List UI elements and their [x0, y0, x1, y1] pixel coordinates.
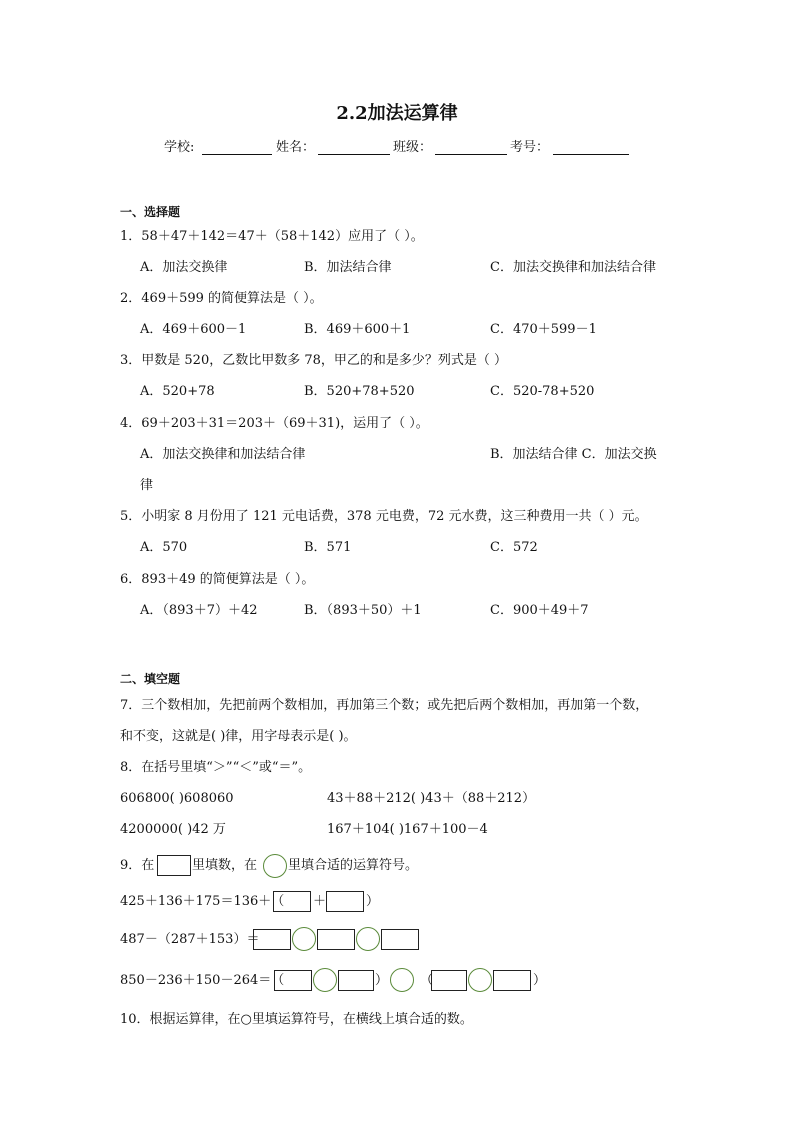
question-2-option-a[interactable]: A．469＋600－1	[140, 322, 247, 337]
school-label: 学校:	[164, 140, 195, 155]
close-paren: ）	[533, 973, 547, 988]
sample-operator-circle	[263, 854, 287, 878]
operator-circle[interactable]	[468, 968, 492, 992]
school-blank[interactable]	[202, 141, 272, 155]
question-3-option-a[interactable]: A．520+78	[140, 384, 215, 399]
question-10-stem: 10．根据运算律，在○里填运算符号，在横线上填合适的数。	[120, 1012, 473, 1027]
question-1-option-c[interactable]: C．加法交换律和加法结合律	[490, 260, 656, 275]
operator-circle[interactable]	[356, 927, 380, 951]
number-box[interactable]	[274, 970, 312, 991]
class-label: 班级：	[393, 140, 433, 155]
number-box[interactable]	[253, 929, 291, 950]
question-9-expr-2: 487－（287＋153）＝	[120, 932, 260, 947]
question-4-stem: 4．69＋203＋31＝203＋（69＋31)，运用了（ ）。	[120, 416, 429, 431]
question-8-compare-1[interactable]: 606800( )608060	[120, 791, 234, 806]
question-3-option-b[interactable]: B．520+78+520	[304, 384, 415, 399]
question-7-line-2: 和不变，这就是( )律，用字母表示是( )。	[120, 729, 357, 744]
close-paren: ）	[375, 973, 389, 988]
question-4-option-b-c[interactable]: B．加法结合律 C．加法交换	[490, 447, 657, 462]
number-box[interactable]	[338, 970, 374, 991]
section-heading-choice: 一、选择题	[120, 205, 181, 219]
number-blank[interactable]	[553, 141, 629, 155]
operator-circle[interactable]	[390, 968, 414, 992]
question-4-option-c-continued: 律	[140, 478, 154, 493]
question-9-expr-3: 850－236＋150－264＝（	[120, 973, 285, 988]
question-5-stem: 5．小明家 8 月份用了 121 元电话费，378 元电费，72 元水费，这三种费用一共（ ）元。	[120, 509, 648, 524]
name-label: 姓名：	[276, 140, 316, 155]
question-1-option-a[interactable]: A．加法交换律	[140, 260, 228, 275]
page-title: 2.2加法运算律	[336, 103, 458, 124]
question-6-stem: 6．893＋49 的简便算法是（ ）。	[120, 572, 315, 587]
question-6-option-c[interactable]: C．900＋49＋7	[490, 603, 589, 618]
section-heading-fill: 二、填空题	[120, 672, 181, 686]
question-5-option-c[interactable]: C．572	[490, 540, 538, 555]
question-7-line-1: 7．三个数相加，先把前两个数相加，再加第三个数；或先把后两个数相加，再加第一个数，	[120, 698, 649, 713]
number-label: 考号：	[510, 140, 550, 155]
number-box[interactable]	[381, 929, 419, 950]
question-8-compare-4[interactable]: 167＋104( )167＋100－4	[327, 822, 488, 837]
question-1-option-b[interactable]: B．加法结合律	[304, 260, 392, 275]
operator-circle[interactable]	[313, 968, 337, 992]
number-box[interactable]	[317, 929, 355, 950]
question-6-option-a[interactable]: A．（893＋7）＋42	[140, 603, 258, 618]
operator-circle[interactable]	[292, 927, 316, 951]
question-8-compare-3[interactable]: 4200000( )42 万	[120, 822, 226, 837]
plus-sign: ＋	[313, 894, 327, 909]
question-2-stem: 2．469＋599 的简便算法是（ ）。	[120, 291, 323, 306]
question-2-option-c[interactable]: C．470＋599－1	[490, 322, 597, 337]
question-2-option-b[interactable]: B．469＋600＋1	[304, 322, 411, 337]
number-box[interactable]	[431, 970, 467, 991]
question-8-compare-2[interactable]: 43＋88＋212( )43＋（88＋212）	[327, 791, 536, 806]
question-4-option-a[interactable]: A．加法交换律和加法结合律	[140, 447, 306, 462]
sample-number-box	[157, 855, 191, 876]
class-blank[interactable]	[435, 141, 507, 155]
number-box[interactable]	[493, 970, 531, 991]
number-box[interactable]	[326, 891, 364, 912]
question-9-stem-part-1: 9．在	[120, 858, 155, 873]
question-9-stem-part-2: 里填数，在	[192, 858, 258, 873]
question-8-stem: 8．在括号里填“＞”“＜”或“＝”。	[120, 760, 312, 775]
open-paren: （	[420, 973, 434, 988]
question-1-stem: 1．58＋47＋142＝47＋（58＋142）应用了（ ）。	[120, 229, 424, 244]
question-9-expr-1: 425＋136＋175＝136＋（	[120, 894, 285, 909]
question-5-option-a[interactable]: A．570	[140, 540, 188, 555]
question-3-stem: 3．甲数是 520，乙数比甲数多 78，甲乙的和是多少？列式是（ ）	[120, 353, 508, 368]
number-box[interactable]	[273, 891, 311, 912]
close-paren: ）	[366, 894, 380, 909]
question-6-option-b[interactable]: B．（893＋50）＋1	[304, 603, 422, 618]
question-3-option-c[interactable]: C．520-78+520	[490, 384, 595, 399]
name-blank[interactable]	[318, 141, 390, 155]
question-5-option-b[interactable]: B．571	[304, 540, 352, 555]
question-9-stem-part-3: 里填合适的运算符号。	[288, 858, 419, 873]
